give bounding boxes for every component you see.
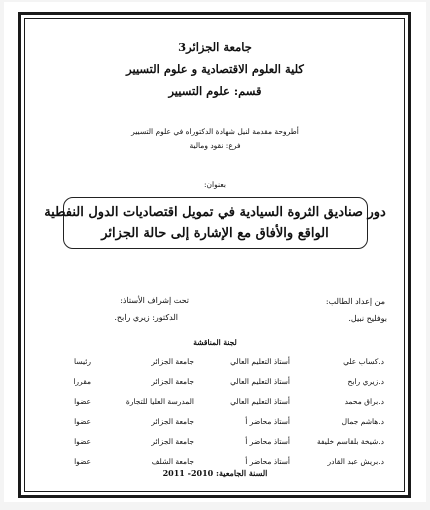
department-name: قسم: علوم التسيير <box>168 84 262 98</box>
committee-institution: المدرسة العليا للتجارة <box>125 397 194 406</box>
thesis-title-line2: الواقع والأفاق مع الإشارة إلى حالة الجزائر <box>101 226 329 241</box>
committee-rank: أستاذ التعليم العالي <box>230 397 290 406</box>
student-name: بوفليح نبيل. <box>348 314 387 323</box>
thesis-title-line1: دور صناديق الثروة السيادية في تمويل اقتصاديات الدول النفطية <box>44 205 386 220</box>
committee-rank: أستاذ محاضر أ <box>245 457 290 466</box>
committee-rank: أستاذ محاضر أ <box>245 437 290 446</box>
committee-name: د.كساب علي <box>343 357 384 366</box>
committee-institution: جامعة الشلف <box>151 457 194 466</box>
student-label: من إعداد الطالب: <box>325 297 385 306</box>
committee-institution: جامعة الجزائر <box>151 437 194 446</box>
committee-name: د.بريش عبد القادر <box>327 457 384 466</box>
university-name: جامعة الجزائر3 <box>178 40 252 54</box>
committee-role: رئيسا <box>74 357 91 366</box>
thesis-purpose: أطروحة مقدمة لنيل شهادة الدكتوراه في علوم التسيير <box>131 127 299 136</box>
supervisor-label: تحت إشراف الأستاذ: <box>120 296 189 305</box>
committee-institution: جامعة الجزائر <box>151 357 194 366</box>
committee-role: عضوا <box>74 457 91 466</box>
committee-name: د.شيخة بلقاسم خليفة <box>316 437 384 446</box>
academic-year: 2010- 2011 <box>162 468 214 478</box>
thesis-branch: فرع: نقود ومالية <box>189 141 241 150</box>
faculty-name: كلية العلوم الاقتصادية و علوم التسيير <box>126 62 304 76</box>
committee-name: د.زيري رابح <box>347 377 384 386</box>
committee-rank: أستاذ التعليم العالي <box>230 357 290 366</box>
committee-heading: لجنة المناقشة <box>193 338 237 347</box>
academic-year-line <box>0 468 430 478</box>
committee-rank: أستاذ التعليم العالي <box>230 377 290 386</box>
committee-rank: أستاذ محاضر أ <box>245 417 290 426</box>
committee-name: د.هاشم جمال <box>341 417 384 426</box>
committee-name: د.براق محمد <box>344 397 384 406</box>
academic-year-label: السنة الجامعية: <box>216 468 268 478</box>
committee-role: عضوا <box>74 397 91 406</box>
committee-role: عضوا <box>74 437 91 446</box>
supervisor-name: الدكتور: زيري رابح. <box>114 313 178 322</box>
committee-role: عضوا <box>74 417 91 426</box>
title-label: بعنوان: <box>204 180 226 189</box>
committee-institution: جامعة الجزائر <box>151 417 194 426</box>
committee-institution: جامعة الجزائر <box>151 377 194 386</box>
committee-role: مقررا <box>73 377 91 386</box>
